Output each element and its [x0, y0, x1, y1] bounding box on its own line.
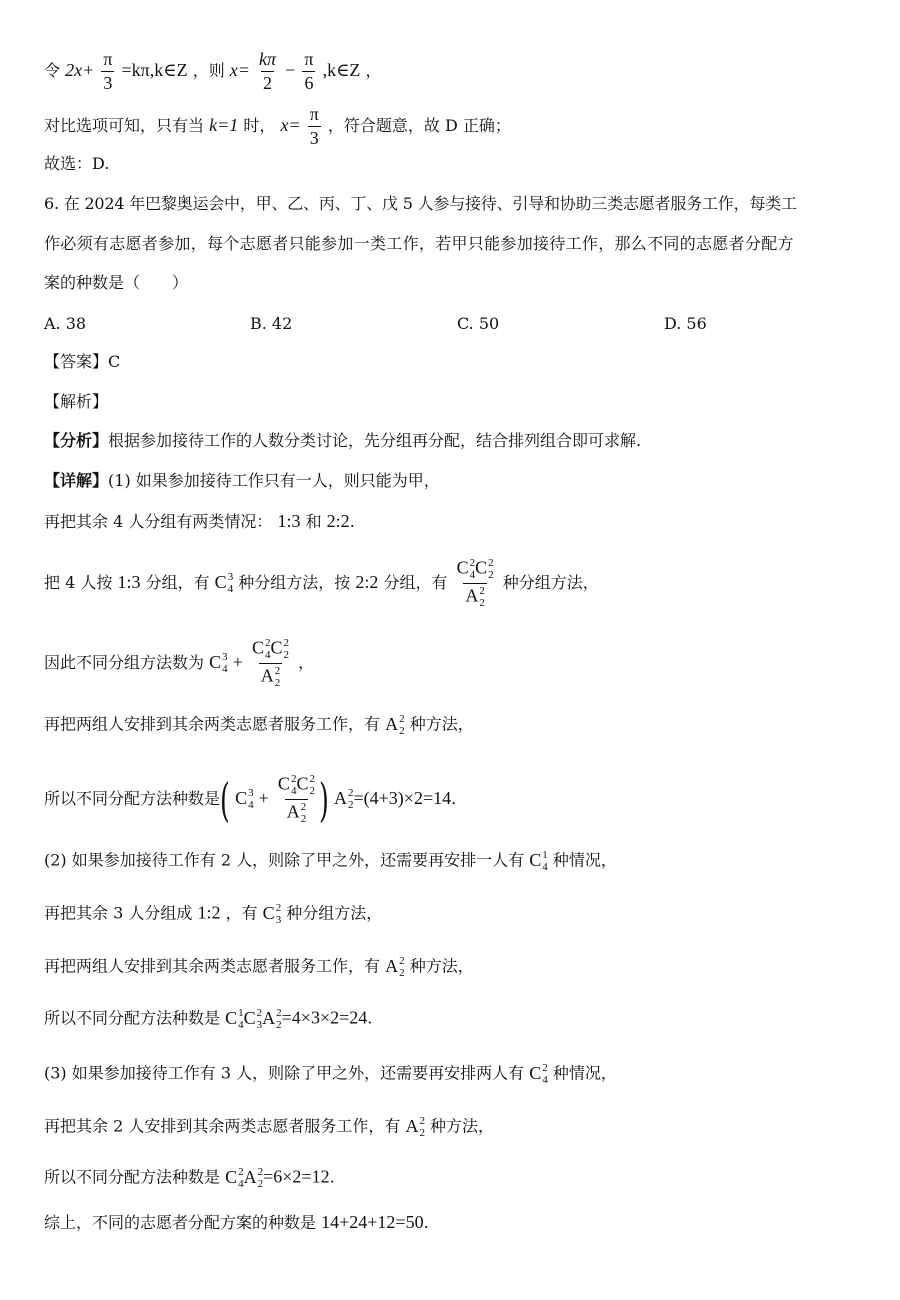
math: =4×3×2=24 — [281, 1007, 368, 1028]
comb-c32 — [243, 1007, 263, 1031]
sub: 2 — [399, 966, 405, 979]
sup: 2 — [488, 557, 494, 569]
case1-line-1 — [44, 512, 355, 530]
sub: 4 — [542, 1073, 548, 1086]
sym: C — [225, 1007, 238, 1028]
sup: 2 — [300, 801, 307, 814]
sub: 4 — [227, 582, 234, 595]
text: 种情况， — [552, 1063, 617, 1083]
sub: 2 — [276, 1018, 282, 1031]
sym: C — [225, 1166, 238, 1187]
sub: 2 — [419, 1126, 425, 1139]
conclusion-line — [44, 1213, 429, 1231]
case3-line-3 — [44, 1167, 335, 1190]
sym: A — [385, 955, 399, 976]
sym: A — [405, 1115, 419, 1136]
solution-line-3: 故选：D. — [44, 154, 110, 173]
fenxi-line — [44, 433, 641, 449]
comb-c43 — [214, 571, 234, 595]
text: 再把其余 3 人分组成 — [44, 903, 193, 923]
text: 分组，有 — [145, 573, 210, 593]
math: x= — [229, 59, 250, 80]
perm-a22 — [405, 1115, 425, 1139]
fraction-c42c22-a22 — [455, 558, 496, 609]
sup: 2 — [238, 1166, 244, 1178]
plus: + — [232, 652, 243, 673]
math: − — [285, 59, 296, 80]
sym: C — [529, 1062, 542, 1083]
perm-a22 — [334, 787, 354, 811]
sym: A — [385, 713, 399, 734]
den: 3 — [103, 72, 113, 93]
text: (3) 如果参加接待工作有 3 人，则除了甲之外，还需要再安排两人有 — [44, 1063, 525, 1083]
text: 种分组方法，按 — [238, 573, 351, 593]
text: 再把其余 2 人安排到其余两类志愿者服务工作，有 — [44, 1116, 401, 1136]
sup: 3 — [227, 571, 234, 584]
sym: C — [475, 557, 488, 578]
sym: C — [529, 849, 542, 870]
text: ，则 — [192, 60, 225, 80]
math: =(4+3)×2=14 — [353, 788, 452, 809]
sub: 4 — [238, 1177, 244, 1190]
case1-line-4 — [44, 714, 474, 737]
math: 1:2 — [197, 902, 221, 923]
sup: 2 — [399, 713, 405, 725]
den: 6 — [304, 72, 314, 93]
text: (2) 如果参加接待工作有 2 人，则除了甲之外，还需要再安排一人有 — [44, 850, 525, 870]
sub: 2 — [309, 784, 315, 797]
text: 所以不同分配方法种数是 — [44, 1008, 221, 1028]
num: kπ — [259, 49, 277, 69]
perm-a22 — [385, 713, 405, 737]
sub: 4 — [248, 798, 254, 811]
case3-line-2 — [44, 1116, 494, 1139]
sup: 2 — [479, 585, 485, 598]
math: 1:3 — [277, 511, 301, 531]
sym: C — [277, 773, 290, 794]
sup: 2 — [276, 1007, 282, 1019]
sub: 4 — [542, 860, 548, 873]
num — [276, 774, 317, 799]
option-b: B. 42 — [250, 314, 293, 333]
xiangjie-label: 【详解】 — [44, 471, 109, 490]
sub: 2 — [300, 812, 307, 825]
text: . — [451, 789, 457, 809]
sup: 2 — [264, 637, 271, 649]
sym: C — [456, 557, 469, 578]
sup: 2 — [256, 1007, 263, 1019]
text: 所以不同分配方法种数是 — [44, 789, 221, 809]
sup: 2 — [309, 773, 315, 785]
sym: C — [270, 637, 283, 658]
option-a: A. 38 — [44, 314, 87, 333]
comb-c43 — [235, 787, 254, 811]
perm-a22 — [262, 1007, 282, 1031]
comb-c41 — [225, 1007, 244, 1031]
text: 和 — [305, 512, 322, 531]
sub: 2 — [257, 1177, 264, 1190]
text: 分组，有 — [383, 573, 448, 593]
question-6-line-2: 作必须有志愿者参加，每个志愿者只能参加一类工作，若甲只能参加接待工作，那么不同的志愿者分配方 — [44, 234, 794, 253]
text: 时， — [243, 115, 276, 135]
sym: A — [260, 665, 274, 686]
sup: 2 — [469, 557, 476, 569]
plus: + — [258, 788, 269, 809]
text: 种方法， — [430, 1116, 495, 1136]
sup: 2 — [348, 787, 354, 800]
math: 1:3 — [117, 572, 141, 593]
case1-line-5 — [44, 774, 456, 825]
text: 因此不同分组方法数为 — [44, 653, 205, 673]
sub: 2 — [274, 676, 281, 689]
sup: 2 — [399, 955, 405, 967]
sup: 2 — [542, 1062, 548, 1074]
option-d: D. 56 — [664, 314, 707, 333]
comb-c43 — [209, 651, 228, 675]
question-6-line-3: 案的种数是（ ） — [44, 273, 189, 292]
case2-line-2 — [44, 903, 382, 926]
comb-c42 — [529, 1062, 548, 1086]
text: . — [329, 1167, 335, 1187]
sup: 1 — [542, 849, 548, 861]
den — [285, 799, 309, 825]
comb-c32 — [262, 902, 282, 926]
case2-line-3 — [44, 956, 474, 979]
sym: A — [262, 1007, 276, 1028]
fenxi-text: 根据参加接待工作的人数分类讨论，先分组再分配，结合排列组合即可求解. — [108, 431, 642, 450]
text: 再把其余 4 人分组有两类情况： — [44, 512, 273, 531]
text: . — [367, 1008, 373, 1028]
fraction-pi-3 — [308, 105, 321, 148]
sup: 2 — [275, 902, 282, 914]
math: x= — [280, 114, 301, 135]
sup: 2 — [419, 1115, 425, 1127]
text: ，有 — [225, 903, 258, 923]
answer: 【答案】C — [44, 352, 121, 371]
math: 2x+ — [65, 59, 95, 80]
den — [463, 583, 487, 609]
num: π — [304, 49, 314, 69]
perm-a22 — [385, 955, 405, 979]
math: =kπ,k∈Z — [121, 59, 188, 80]
text: 所以不同分配方法种数是 — [44, 1167, 221, 1187]
sym: C — [262, 902, 275, 923]
sub: 4 — [469, 568, 476, 581]
sub: 2 — [479, 596, 485, 609]
text: . — [349, 512, 355, 531]
math: 2:2 — [326, 511, 350, 531]
question-6-line-1: 6. 在 2024 年巴黎奥运会中，甲、乙、丙、丁、戊 5 人参与接待、引导和协助三类志愿者服务工作，每类工 — [44, 194, 797, 213]
text: 种情况， — [552, 850, 617, 870]
sym: C — [214, 572, 227, 593]
case2-line-1 — [44, 850, 617, 873]
sup: 2 — [290, 773, 297, 785]
text: 种分组方法， — [502, 573, 599, 593]
sym: A — [465, 585, 479, 606]
xiangjie-text: (1) 如果参加接待工作只有一人，则只能为甲， — [108, 471, 440, 490]
case1-line-3 — [44, 638, 314, 689]
sub: 4 — [290, 784, 297, 797]
sup: 2 — [283, 637, 289, 649]
sub: 3 — [275, 913, 282, 926]
comb-c42 — [225, 1166, 244, 1190]
text: 种分组方法， — [286, 903, 383, 923]
left-paren: ( — [220, 772, 230, 827]
fraction-pi-3 — [101, 50, 114, 93]
num: π — [103, 49, 113, 69]
analysis-heading: 【解析】 — [44, 392, 109, 411]
text: 再把两组人安排到其余两类志愿者服务工作，有 — [44, 714, 381, 734]
text: 再把两组人安排到其余两类志愿者服务工作，有 — [44, 956, 381, 976]
case1-line-2 — [44, 558, 599, 609]
sub: 2 — [283, 648, 289, 661]
sym: A — [286, 801, 300, 822]
sub: 4 — [238, 1018, 244, 1031]
sym: C — [243, 1007, 256, 1028]
text: 种方法， — [409, 956, 474, 976]
sub: 2 — [399, 724, 405, 737]
text: . — [423, 1213, 429, 1232]
option-c: C. 50 — [457, 314, 500, 333]
text: 种方法， — [409, 714, 474, 734]
text: ，符合题意，故 D 正确； — [327, 115, 511, 135]
sub: 4 — [264, 648, 271, 661]
solution-line-2 — [44, 105, 511, 148]
text: 令 — [44, 60, 61, 80]
math: 2:2 — [355, 572, 379, 593]
sup: 2 — [257, 1166, 264, 1178]
right-paren: ) — [318, 772, 329, 827]
sym: A — [243, 1166, 257, 1187]
math: ,k∈Z — [322, 59, 361, 80]
den: 3 — [309, 127, 319, 148]
perm-a22 — [243, 1166, 264, 1190]
num: π — [309, 104, 319, 124]
fraction-c42c22-a22 — [250, 638, 291, 689]
sub: 2 — [348, 798, 354, 811]
sym: C — [251, 637, 264, 658]
sym: C — [296, 773, 309, 794]
sub: 4 — [222, 662, 228, 675]
text: 对比选项可知，只有当 — [44, 115, 205, 135]
den — [259, 663, 283, 689]
math: =6×2=12 — [263, 1166, 330, 1187]
sup: 2 — [274, 665, 281, 678]
sub: 3 — [256, 1018, 263, 1031]
case2-line-4 — [44, 1008, 372, 1031]
sym: A — [334, 788, 347, 809]
xiangjie-line — [44, 473, 440, 489]
math: 14+24+12=50 — [321, 1212, 424, 1232]
fenxi-label: 【分析】 — [44, 431, 109, 450]
sup: 3 — [222, 651, 228, 664]
sym: C — [209, 652, 222, 673]
text: ， — [365, 60, 382, 80]
case3-line-1 — [44, 1063, 617, 1086]
sup: 1 — [238, 1007, 244, 1019]
sup: 3 — [248, 787, 254, 800]
comb-c41 — [529, 849, 548, 873]
num — [455, 558, 496, 583]
num — [250, 638, 291, 663]
text: 把 4 人按 — [44, 573, 113, 593]
sub: 2 — [488, 568, 494, 581]
fraction-kpi-2 — [257, 50, 278, 93]
fraction-pi-6 — [302, 50, 315, 93]
fraction-c42c22-a22 — [276, 774, 317, 825]
den: 2 — [263, 72, 273, 93]
text: ， — [298, 653, 315, 673]
math: k=1 — [209, 114, 239, 135]
text: 综上，不同的志愿者分配方案的种数是 — [44, 1213, 317, 1232]
solution-line-1 — [44, 50, 382, 93]
sym: C — [235, 788, 248, 809]
